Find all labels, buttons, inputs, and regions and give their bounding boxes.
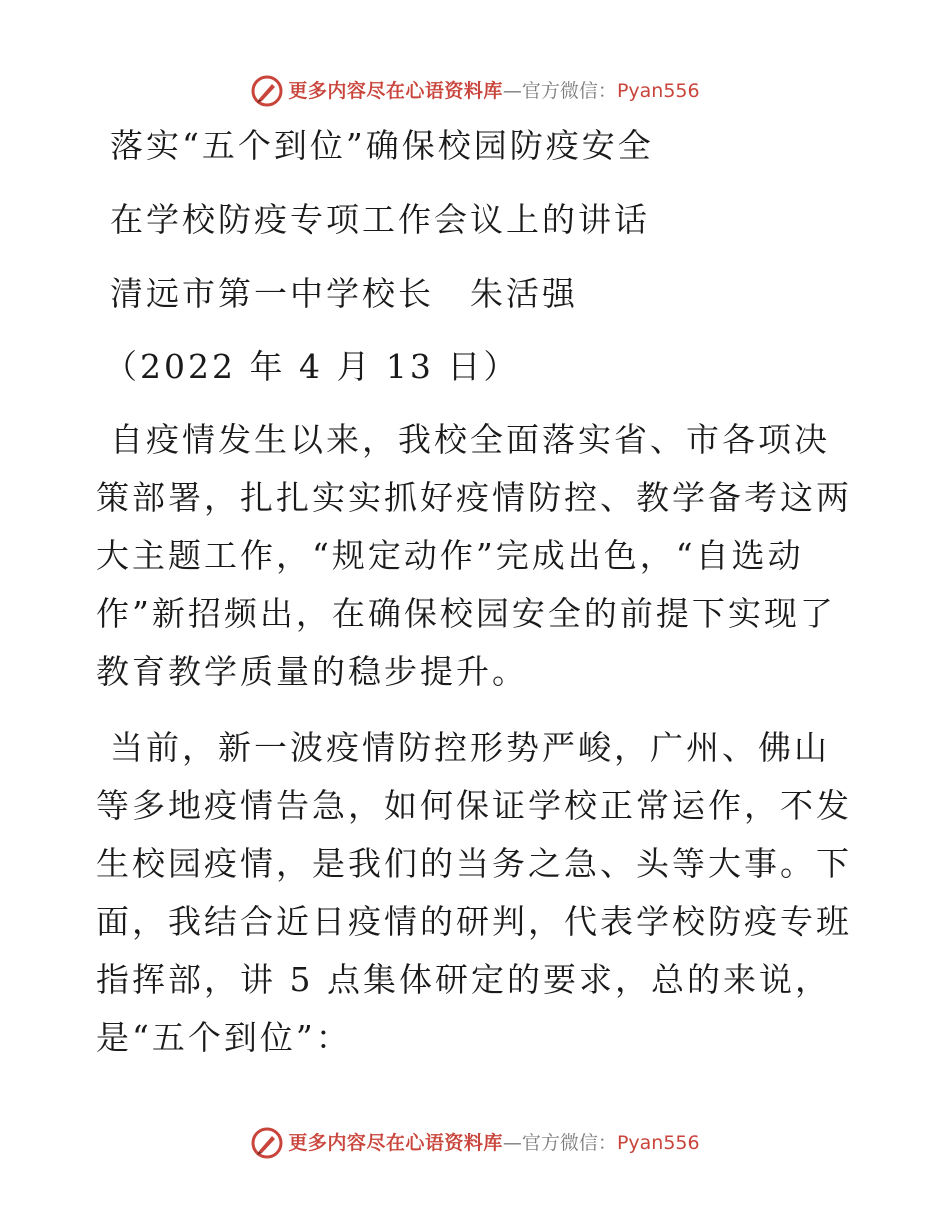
watermark-separator: —官方微信：: [502, 80, 617, 102]
watermark-text: 更多内容尽在心语资料库: [288, 1132, 503, 1154]
watermark-wechat-id: Pyan556: [616, 80, 700, 102]
document-subtitle: 在学校防疫专项工作会议上的讲话: [110, 200, 650, 239]
paragraph-2: 当前，新一波疫情防控形势严峻，广州、佛山等多地疫情告急，如何保证学校正常运作，不发生校园疫情，是我们的当务之急、头等大事。下面，我结合近日疫情的研判，代表学校防疫专班指挥部，讲 5 点集体研定的要求，总的来说，是“五个到位”：: [96, 728, 852, 1057]
header-watermark: [0, 74, 950, 108]
watermark-wechat-id: Pyan556: [616, 1132, 700, 1154]
document-title: 落实“五个到位”确保校园防疫安全: [110, 126, 654, 165]
pen-logo-icon: [250, 1126, 284, 1160]
watermark-separator: —官方微信：: [502, 1132, 617, 1154]
footer-watermark: [0, 1126, 950, 1160]
paragraph-1: 自疫情发生以来，我校全面落实省、市各项决策部署，扎扎实实抓好疫情防控、教学备考这两大主题工作，“规定动作”完成出色，“自选动作”新招频出，在确保校园安全的前提下实现了教育教学质量的稳步提升。: [96, 420, 852, 691]
document-date: （2022 年 4 月 13 日）: [104, 347, 520, 386]
watermark-text: 更多内容尽在心语资料库: [288, 80, 503, 102]
pen-logo-icon: [250, 74, 284, 108]
document-author: 清远市第一中学校长 朱活强: [110, 274, 578, 313]
